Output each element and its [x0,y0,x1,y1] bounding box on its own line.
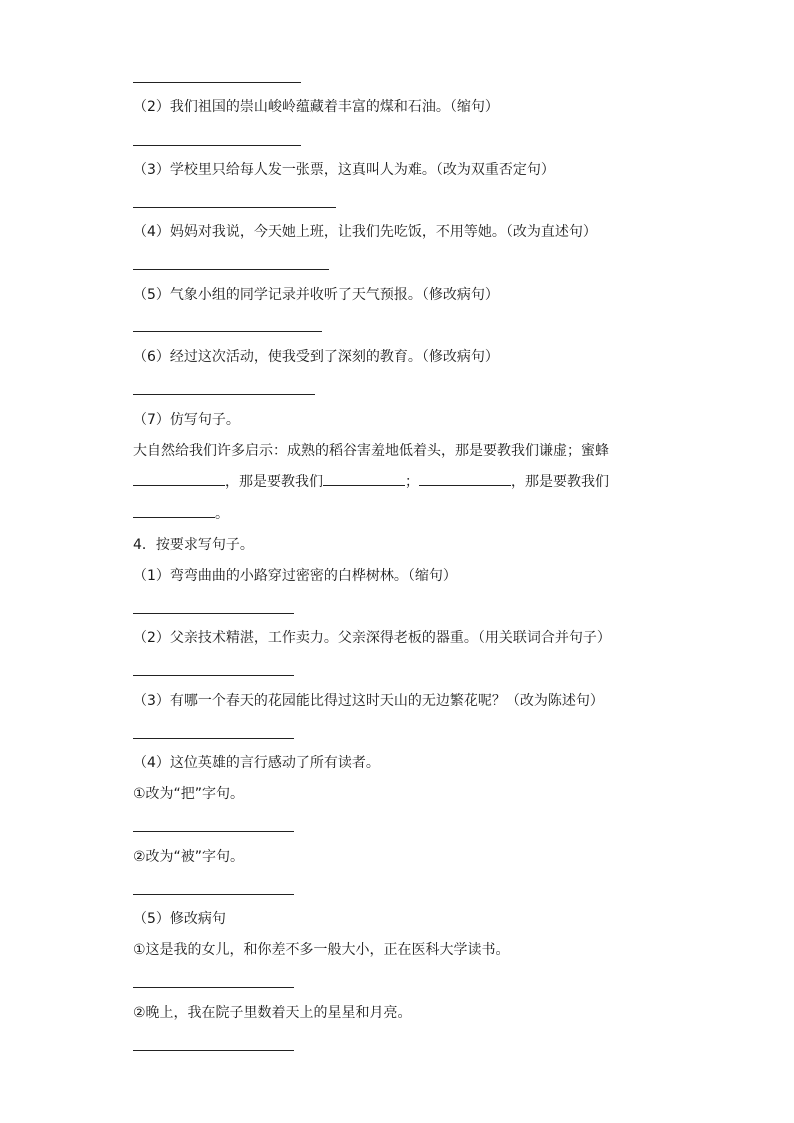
question-4-2: （2）父亲技术精湛，工作卖力。父亲深得老板的器重。（用关联词合并句子） [133,630,611,646]
answer-blank[interactable] [133,831,294,832]
fill-blank[interactable] [133,473,225,486]
question-4-5: （5）修改病句 [133,911,226,927]
imitation-fill-row [133,473,609,491]
answer-blank[interactable] [133,207,336,208]
question-3-3: （3）学校里只给每人发一张票，这真叫人为难。（改为双重否定句） [133,162,555,178]
fill-text: ，那是要教我们 [511,474,609,490]
fill-blank[interactable] [323,473,405,486]
question-3-6: （6）经过这次活动，使我受到了深刻的教育。（修改病句） [133,349,499,365]
answer-blank[interactable] [133,675,294,676]
question-4-4-sub2: ②改为“被”字句。 [133,849,245,865]
answer-blank[interactable] [133,331,322,332]
question-3-5: （5）气象小组的同学记录并收听了天气预报。（修改病句） [133,287,499,303]
answer-blank[interactable] [133,145,301,146]
question-4-5-sub1: ①这是我的女儿，和你差不多一般大小，正在医科大学读书。 [133,942,510,958]
answer-blank[interactable] [133,613,294,614]
fill-text: 。 [215,506,229,522]
question-4-3: （3）有哪一个春天的花园能比得过这时天山的无边繁花呢？（改为陈述句） [133,693,604,709]
question-3-4: （4）妈妈对我说，今天她上班，让我们先吃饭，不用等她。（改为直述句） [133,224,597,240]
question-3-7: （7）仿写句子。 [133,412,240,428]
answer-blank[interactable] [133,82,301,83]
question-4-heading: 4．按要求写句子。 [133,537,254,553]
question-4-4-sub1: ①改为“把”字句。 [133,786,245,802]
answer-blank[interactable] [133,987,294,988]
fill-blank[interactable] [133,505,215,518]
question-3-2: （2）我们祖国的崇山峻岭蕴藏着丰富的煤和石油。（缩句） [133,99,499,115]
answer-blank[interactable] [133,894,294,895]
answer-blank[interactable] [133,1050,294,1051]
question-4-5-sub2: ②晚上，我在院子里数着天上的星星和月亮。 [133,1005,412,1021]
imitation-prompt: 大自然给我们许多启示：成熟的稻谷害羞地低着头，那是要教我们谦虚；蜜蜂 [133,443,609,459]
imitation-fill-row-2 [133,505,229,523]
fill-text: ； [405,474,419,490]
fill-text: ，那是要教我们 [225,474,323,490]
answer-blank[interactable] [133,269,329,270]
answer-blank[interactable] [133,738,294,739]
question-4-4: （4）这位英雄的言行感动了所有读者。 [133,755,380,771]
question-4-1: （1）弯弯曲曲的小路穿过密密的白桦树林。（缩句） [133,568,457,584]
fill-blank[interactable] [419,473,511,486]
answer-blank[interactable] [133,394,315,395]
